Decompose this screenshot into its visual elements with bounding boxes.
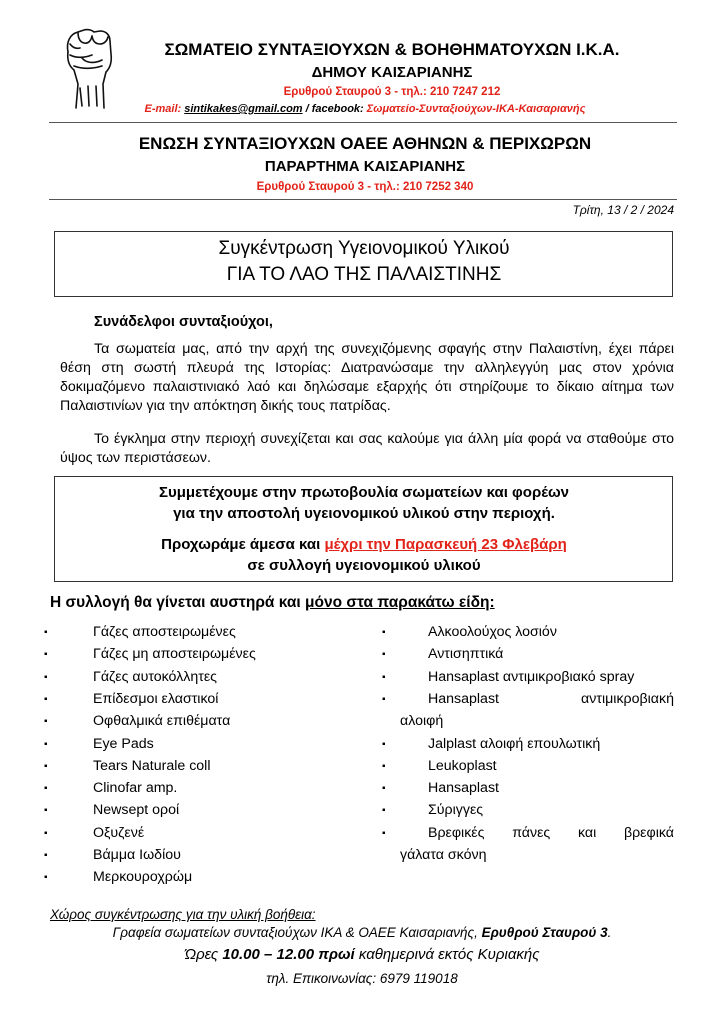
bullet-icon: ▪ [44, 760, 48, 772]
oaee-union-subtitle: ΠΑΡΑΡΤΗΜΑ ΚΑΙΣΑΡΙΑΝΗΣ [264, 158, 466, 175]
hours-line [0, 945, 724, 965]
offices-line [0, 924, 724, 942]
bullet-icon: ▪ [382, 649, 386, 661]
bullet-icon: ▪ [44, 716, 48, 728]
list-item: αλοιφή [400, 713, 444, 730]
offices-address: Ερυθρού Σταυρού 3 [481, 925, 608, 940]
list-item: Οξυζενέ [93, 824, 145, 841]
bullet-icon: ▪ [44, 738, 48, 750]
collection-heading-text: Η συλλογή θα γίνεται αυστηρά και [50, 594, 306, 611]
notice-line-3 [54, 535, 674, 555]
list-item: Αντισηπτικά [428, 646, 504, 663]
bullet-icon: ▪ [44, 783, 48, 795]
bullet-icon: ▪ [382, 805, 386, 817]
list-item: Σύριγγες [428, 802, 484, 819]
paragraph-1: Τα σωματεία μας, από την αρχή της συνεχιζόμενης σφαγής στην Παλαιστίνη, έχει πάρει θέση στη σωστή πλευρά της Ιστορίας: Διατρανώσαμε την αλληλεγγύη μας στον χρόνια δοκιμαζόμενο παλαιστινιακό λαό και δηλώσαμε εξαρχής ότι στηρίζουμε το δίκαιο αίτημα των Παλαιστινίων για την απόκτηση δικής τους πατρίδας. [60, 341, 674, 414]
bullet-icon: ▪ [44, 827, 48, 839]
hours-time: 10.00 – 12.00 πρωί [222, 946, 355, 963]
list-item: Αλκοολούχος λοσιόν [428, 624, 557, 640]
bullet-icon: ▪ [382, 738, 386, 750]
list-item: Jalplast αλοιφή επουλωτική [428, 735, 601, 752]
list-item: Hansaplast αντιμικροβιακή [428, 690, 674, 707]
bullet-icon: ▪ [44, 671, 48, 683]
offices-end: . [607, 925, 612, 940]
paragraph-2: Το έγκλημα στην περιοχή συνεχίζεται και σας καλούμε για άλλη μία φορά να σταθούμε στο ύψος των περιστάσεων. [60, 431, 674, 466]
bullet-icon: ▪ [44, 693, 48, 705]
union-subtitle: ΔΗΜΟΥ ΚΑΙΣΑΡΙΑΝΗΣ [311, 64, 473, 81]
offices-text: Γραφεία σωματείων συνταξιούχων ΙΚΑ & ΟΑΕΕ Καισαριανής, [112, 925, 482, 940]
bullet-icon: ▪ [382, 671, 386, 683]
bullet-icon: ▪ [44, 805, 48, 817]
list-item: Γάζες μη αποστειρωμένες [93, 646, 256, 663]
bullet-icon: ▪ [44, 872, 48, 884]
list-item: Hansaplast [428, 780, 499, 797]
deadline-highlight: μέχρι την Παρασκευή 23 Φλεβάρη [324, 536, 567, 553]
list-item: Eye Pads [93, 735, 154, 752]
notice-line-2: για την αποστολή υγειονομικού υλικού στην περιοχή. [173, 505, 555, 522]
list-item: Clinofar amp. [93, 780, 178, 797]
facebook-link[interactable]: Σωματείο-Συνταξιούχων-ΙΚΑ-Καισαριανής [366, 103, 586, 115]
bullet-icon: ▪ [382, 760, 386, 772]
oaee-union-title: ΕΝΩΣΗ ΣΥΝΤΑΞΙΟΥΧΩΝ ΟΑΕΕ ΑΘΗΝΩΝ & ΠΕΡΙΧΩΡΩΝ [138, 134, 592, 153]
list-item: γάλατα σκόνη [400, 847, 487, 863]
list-item: Μερκουροχρώμ [93, 869, 193, 886]
bullet-icon: ▪ [382, 783, 386, 795]
union-address: Ερυθρού Σταυρού 3 - τηλ.: 210 7247 212 [283, 86, 501, 98]
list-item: Οφθαλμικά επιθέματα [93, 713, 231, 730]
union-contact-line [60, 102, 670, 117]
bullet-icon: ▪ [44, 627, 48, 638]
document-date: Τρίτη, 13 / 2 / 2024 [572, 203, 674, 217]
list-item: Βρεφικές πάνες και βρεφικά [428, 824, 674, 841]
list-item: Leukoplast [428, 757, 497, 774]
list-item: Γάζες αποστειρωμένες [93, 624, 236, 640]
title-line-1: Συγκέντρωση Υγειονομικού Υλικού [218, 238, 510, 259]
greeting: Συνάδελφοι συνταξιούχοι, [94, 314, 273, 330]
email-link[interactable]: sintikakes@gmail.com [184, 103, 303, 115]
raised-fist-logo [56, 22, 118, 110]
email-label: E-mail: [144, 103, 185, 115]
list-item: Γάζες αυτοκόλλητες [93, 668, 218, 685]
location-label-text: Χώρος συγκέντρωσης για την υλική βοήθεια: [50, 907, 316, 922]
collection-heading [50, 593, 495, 613]
oaee-union-address: Ερυθρού Σταυρού 3 - τηλ.: 210 7252 340 [256, 181, 474, 193]
notice-line-4: σε συλλογή υγειονομικού υλικού [247, 557, 481, 574]
notice-line-3-text: Προχωράμε άμεσα και [161, 536, 325, 553]
bullet-icon: ▪ [382, 627, 386, 638]
contact-phone: τηλ. Επικοινωνίας: 6979 119018 [266, 971, 458, 986]
notice-line-1: Συμμετέχουμε στην πρωτοβουλία σωματείων και φορέων [158, 484, 570, 501]
bullet-icon: ▪ [44, 649, 48, 661]
title-line-2: ΓΙΑ ΤΟ ΛΑΟ ΤΗΣ ΠΑΛΑΙΣΤΙΝΗΣ [226, 264, 502, 285]
collection-heading-underlined: μόνο στα παρακάτω είδη: [305, 594, 495, 611]
union-title: ΣΩΜΑΤΕΙΟ ΣΥΝΤΑΞΙΟΥΧΩΝ & ΒΟΗΘΗΜΑΤΟΥΧΩΝ Ι.Κ.Α. [164, 40, 620, 59]
location-label [50, 906, 316, 924]
bullet-icon: ▪ [382, 693, 386, 705]
list-item: Hansaplast αντιμικροβιακό spray [428, 668, 635, 685]
list-item: Βάμμα Ιωδίου [93, 847, 181, 863]
list-item: Tears Naturale coll [93, 757, 211, 774]
list-item: Newsept οροί [93, 802, 180, 819]
header-divider-2 [49, 199, 677, 200]
bullet-icon: ▪ [44, 850, 48, 861]
hours-text: Ώρες [184, 946, 223, 963]
hours-days: καθημερινά εκτός Κυριακής [354, 946, 540, 963]
facebook-label: / facebook: [302, 103, 367, 115]
bullet-icon: ▪ [382, 827, 386, 839]
header-divider [49, 122, 677, 123]
list-item: Επίδεσμοι ελαστικοί [93, 690, 219, 707]
